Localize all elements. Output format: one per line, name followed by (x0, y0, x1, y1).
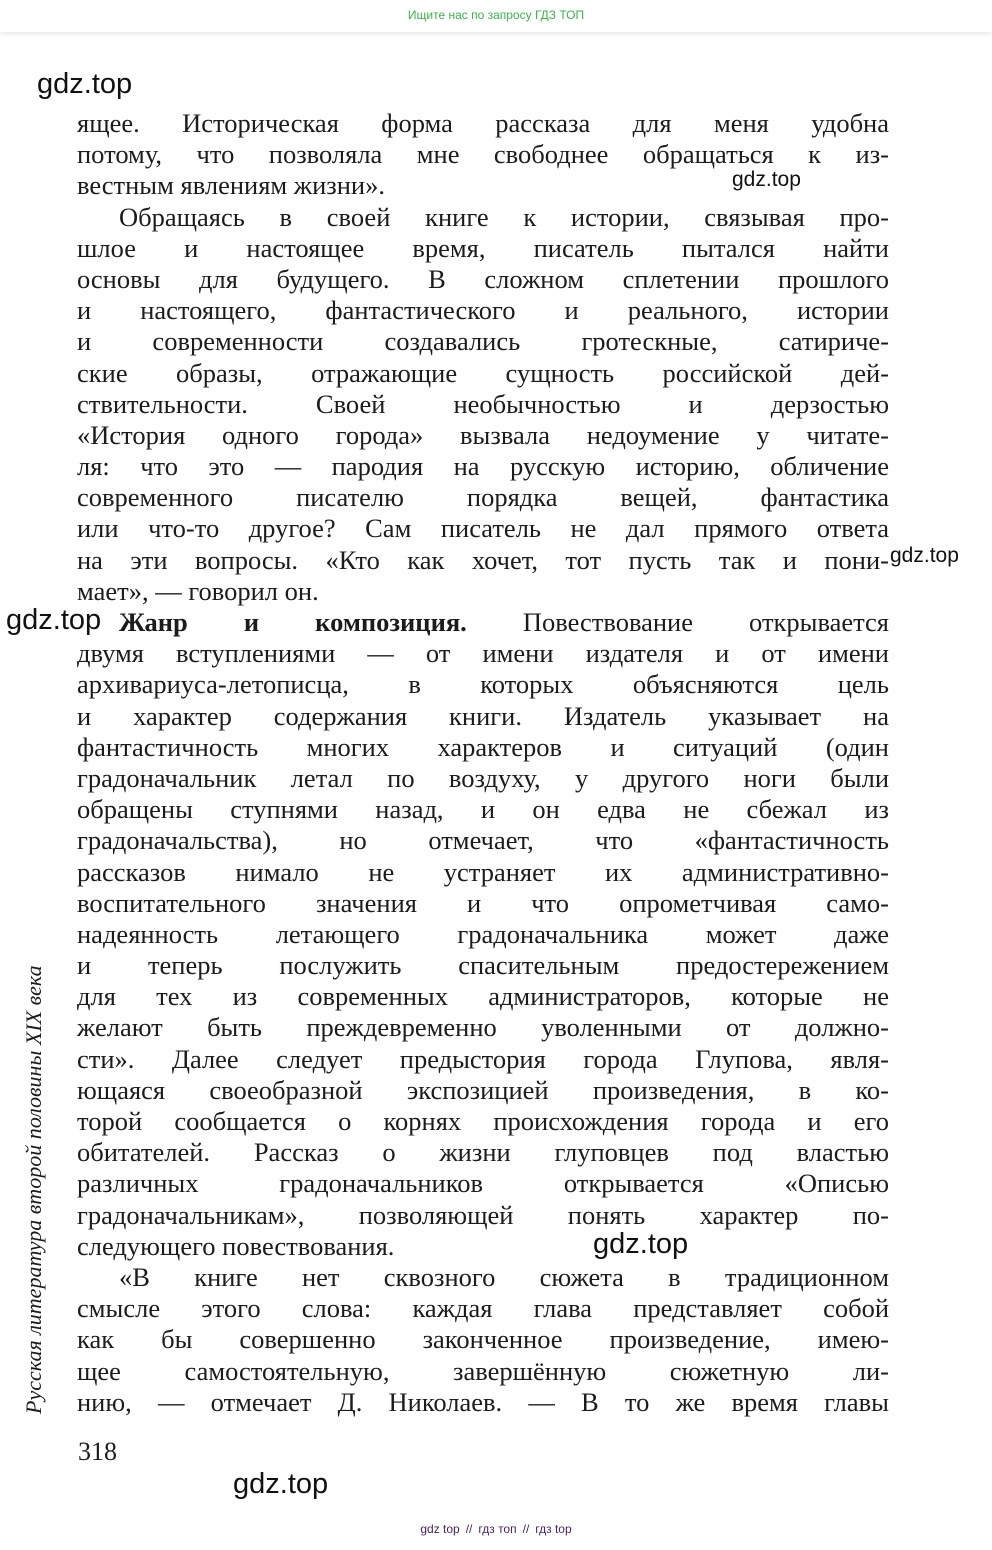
text-line: «История одного города» вызвала недоумение у читате- (77, 419, 889, 450)
text-line: обращены ступнями назад, и он едва не сбежал из (77, 794, 889, 825)
text-line: и настоящего, фантастического и реального, истории (77, 295, 889, 326)
text-line: архивариуса-летописца, в которых объясняются цель (77, 669, 889, 700)
text-line: основы для будущего. В сложном сплетении прошлого (77, 263, 889, 294)
page-body (77, 108, 889, 1418)
section-first-line (77, 607, 889, 638)
watermark: gdz.top (6, 604, 102, 636)
watermark: gdz.top (890, 544, 959, 567)
text-line: фантастичность многих характеров и ситуаций (один (77, 731, 889, 762)
text-line: ящее. Историческая форма рассказа для меня удобна (77, 108, 889, 138)
text-line: и характер содержания книги. Издатель указывает на (77, 700, 889, 731)
text-line: ля: что это — пародия на русскую историю, обличение (77, 451, 889, 482)
text-line: смысле этого слова: каждая глава представляет собой (77, 1293, 889, 1324)
spine-title: Русская литература второй половины XIX века (21, 965, 46, 1414)
watermark: gdz.top (233, 1468, 329, 1500)
text-line: вестным явлениям жизни». (77, 170, 385, 201)
watermark: gdz.top (593, 1228, 689, 1260)
text-line: следующего повествования. (77, 1230, 395, 1261)
text-line: нию, — отмечает Д. Николаев. — В то же время главы (77, 1386, 889, 1417)
text-line: «В книге нет сквозного сюжета в традиционном (119, 1261, 889, 1292)
text-line: обитателей. Рассказ о жизни глуповцев под властью (77, 1137, 889, 1168)
text-line: и теперь послужить спасительным предостережением (77, 950, 889, 981)
text-line: современного писателю порядка вещей, фантастика (77, 482, 889, 513)
footer-link[interactable]: гдз top (535, 1522, 572, 1536)
text-line: рассказов нимало не устраняет их административно- (77, 856, 889, 887)
text-line: различных градоначальников открывается «Описью (77, 1168, 889, 1199)
text-line: мает», — говорил он. (77, 575, 319, 606)
text-line: градоначальникам», позволяющей понять характер по- (77, 1199, 889, 1230)
text-line: желают быть преждевременно уволенными от должно- (77, 1012, 889, 1043)
text-line: как бы совершенно законченное произведение, имею- (77, 1324, 889, 1355)
text-line: двумя вступлениями — от имени издателя и от имени (77, 638, 889, 669)
watermark: gdz.top (732, 168, 801, 191)
text-line: и современности создавались гротескные, сатириче- (77, 326, 889, 357)
text-line: потому, что позволяла мне свободнее обращаться к из- (77, 139, 889, 170)
text-line: для тех из современных администраторов, которые не (77, 981, 889, 1012)
text-line: градоначальник летал по воздуху, у другого ноги были (77, 762, 889, 793)
text-line: Обращаясь в своей книге к истории, связывая про- (119, 201, 889, 232)
text-line: градоначальства), но отмечает, что «фантастичность (77, 825, 889, 856)
text-line: воспитательного значения и что опрометчивая само- (77, 887, 889, 918)
top-banner (0, 0, 992, 32)
text-line: шлое и настоящее время, писатель пытался найти (77, 232, 889, 263)
text-line: ствительности. Своей необычностью и дерзостью (77, 388, 889, 419)
footer-separator: // (522, 1522, 530, 1536)
text-line: ские образы, отражающие сущность российской дей- (77, 357, 889, 388)
text-line: ющаяся своеобразной экспозицией произведения, в ко- (77, 1074, 889, 1105)
text-line: на эти вопросы. «Кто как хочет, тот пусть так и пони- (77, 544, 889, 575)
text-line: надеянность летающего градоначальника может даже (77, 918, 889, 949)
text-line: торой сообщается о корнях происхождения города и его (77, 1106, 889, 1136)
footer-separator: // (465, 1522, 473, 1536)
footer-link[interactable]: гдз топ (478, 1522, 517, 1536)
watermark: gdz.top (37, 68, 133, 100)
footer-link[interactable]: gdz top (420, 1522, 460, 1536)
footer (0, 1522, 992, 1536)
text-line: или что-то другое? Сам писатель не дал прямого ответа (77, 513, 889, 544)
section-heading: Жанр и композиция. (119, 607, 467, 637)
page-number: 318 (78, 1437, 117, 1466)
section-first-line-rest: Повествование открывается (466, 607, 889, 637)
text-line: щее самостоятельную, завершённую сюжетную ли- (77, 1355, 889, 1386)
text-line: сти». Далее следует предыстория города Глупова, явля- (77, 1043, 889, 1074)
banner-text: Ищите нас по запросу ГДЗ ТОП (407, 8, 585, 22)
